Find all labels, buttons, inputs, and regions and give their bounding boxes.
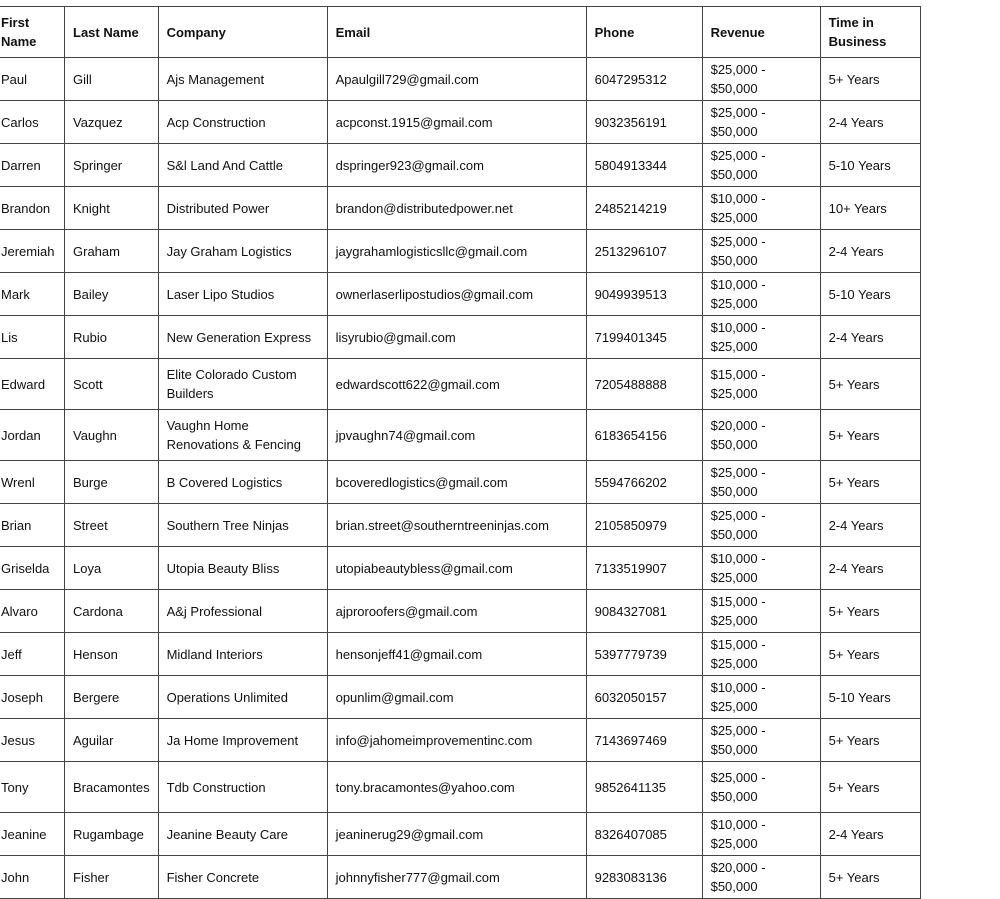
first-name-cell: Mark	[0, 273, 65, 316]
header-email: Email	[327, 7, 586, 58]
table-row	[0, 273, 920, 316]
phone-cell: 9049939513	[586, 273, 702, 316]
last-name-cell: Rugambage	[65, 813, 159, 856]
first-name-cell: Tony	[0, 762, 65, 813]
header-last-name: Last Name	[65, 7, 159, 58]
email-cell: edwardscott622@gmail.com	[327, 359, 586, 410]
first-name-cell: Joseph	[0, 676, 65, 719]
phone-cell: 9084327081	[586, 590, 702, 633]
company-cell: Laser Lipo Studios	[158, 273, 327, 316]
revenue-cell: $15,000 - $25,000	[702, 359, 820, 410]
first-name-cell: Wrenl	[0, 461, 65, 504]
last-name-cell: Bracamontes	[65, 762, 159, 813]
email-cell: bcoveredlogistics@gmail.com	[327, 461, 586, 504]
email-cell: info@jahomeimprovementinc.com	[327, 719, 586, 762]
phone-cell: 2105850979	[586, 504, 702, 547]
table-row	[0, 676, 920, 719]
revenue-cell: $20,000 - $50,000	[702, 856, 820, 899]
first-name-cell: Jeanine	[0, 813, 65, 856]
last-name-cell: Henson	[65, 633, 159, 676]
company-cell: Fisher Concrete	[158, 856, 327, 899]
company-cell: Elite Colorado Custom Builders	[158, 359, 327, 410]
table-body	[0, 58, 920, 899]
first-name-cell: Brandon	[0, 187, 65, 230]
email-cell: johnnyfisher777@gmail.com	[327, 856, 586, 899]
email-cell: jpvaughn74@gmail.com	[327, 410, 586, 461]
last-name-cell: Cardona	[65, 590, 159, 633]
revenue-cell: $25,000 - $50,000	[702, 461, 820, 504]
header-first-name: First Name	[0, 7, 65, 58]
last-name-cell: Knight	[65, 187, 159, 230]
time-in-business-cell: 5+ Years	[820, 719, 920, 762]
first-name-cell: Carlos	[0, 101, 65, 144]
email-cell: jaygrahamlogisticsllc@gmail.com	[327, 230, 586, 273]
time-in-business-cell: 10+ Years	[820, 187, 920, 230]
last-name-cell: Rubio	[65, 316, 159, 359]
revenue-cell: $10,000 - $25,000	[702, 187, 820, 230]
phone-cell: 6032050157	[586, 676, 702, 719]
phone-cell: 9852641135	[586, 762, 702, 813]
company-cell: Ajs Management	[158, 58, 327, 101]
email-cell: lisyrubio@gmail.com	[327, 316, 586, 359]
company-cell: B Covered Logistics	[158, 461, 327, 504]
company-cell: S&l Land And Cattle	[158, 144, 327, 187]
table-row	[0, 187, 920, 230]
time-in-business-cell: 2-4 Years	[820, 316, 920, 359]
phone-cell: 5594766202	[586, 461, 702, 504]
email-cell: brandon@distributedpower.net	[327, 187, 586, 230]
revenue-cell: $25,000 - $50,000	[702, 504, 820, 547]
first-name-cell: Edward	[0, 359, 65, 410]
company-cell: A&j Professional	[158, 590, 327, 633]
table-row	[0, 590, 920, 633]
last-name-cell: Gill	[65, 58, 159, 101]
header-company: Company	[158, 7, 327, 58]
last-name-cell: Vaughn	[65, 410, 159, 461]
last-name-cell: Vazquez	[65, 101, 159, 144]
company-cell: Acp Construction	[158, 101, 327, 144]
table-row	[0, 58, 920, 101]
revenue-cell: $10,000 - $25,000	[702, 676, 820, 719]
table-row	[0, 101, 920, 144]
revenue-cell: $10,000 - $25,000	[702, 547, 820, 590]
header-revenue: Revenue	[702, 7, 820, 58]
phone-cell: 2485214219	[586, 187, 702, 230]
table-row	[0, 316, 920, 359]
first-name-cell: Jesus	[0, 719, 65, 762]
time-in-business-cell: 2-4 Years	[820, 813, 920, 856]
first-name-cell: Jeremiah	[0, 230, 65, 273]
table-row	[0, 144, 920, 187]
company-cell: Utopia Beauty Bliss	[158, 547, 327, 590]
phone-cell: 7133519907	[586, 547, 702, 590]
table-row	[0, 719, 920, 762]
time-in-business-cell: 5+ Years	[820, 590, 920, 633]
revenue-cell: $25,000 - $50,000	[702, 230, 820, 273]
email-cell: Apaulgill729@gmail.com	[327, 58, 586, 101]
last-name-cell: Aguilar	[65, 719, 159, 762]
table-row	[0, 230, 920, 273]
table-row	[0, 547, 920, 590]
email-cell: utopiabeautybless@gmail.com	[327, 547, 586, 590]
table-row	[0, 813, 920, 856]
company-cell: Vaughn Home Renovations & Fencing	[158, 410, 327, 461]
revenue-cell: $10,000 - $25,000	[702, 316, 820, 359]
revenue-cell: $25,000 - $50,000	[702, 101, 820, 144]
revenue-cell: $25,000 - $50,000	[702, 144, 820, 187]
company-cell: Operations Unlimited	[158, 676, 327, 719]
company-cell: Midland Interiors	[158, 633, 327, 676]
time-in-business-cell: 5-10 Years	[820, 676, 920, 719]
last-name-cell: Graham	[65, 230, 159, 273]
time-in-business-cell: 5+ Years	[820, 856, 920, 899]
phone-cell: 6183654156	[586, 410, 702, 461]
first-name-cell: Brian	[0, 504, 65, 547]
email-cell: brian.street@southerntreeninjas.com	[327, 504, 586, 547]
last-name-cell: Springer	[65, 144, 159, 187]
time-in-business-cell: 5+ Years	[820, 633, 920, 676]
time-in-business-cell: 5-10 Years	[820, 144, 920, 187]
phone-cell: 9032356191	[586, 101, 702, 144]
email-cell: ajproroofers@gmail.com	[327, 590, 586, 633]
revenue-cell: $10,000 - $25,000	[702, 273, 820, 316]
time-in-business-cell: 5+ Years	[820, 461, 920, 504]
phone-cell: 2513296107	[586, 230, 702, 273]
first-name-cell: Griselda	[0, 547, 65, 590]
table-row	[0, 633, 920, 676]
time-in-business-cell: 2-4 Years	[820, 101, 920, 144]
last-name-cell: Bailey	[65, 273, 159, 316]
revenue-cell: $15,000 - $25,000	[702, 590, 820, 633]
first-name-cell: Jeff	[0, 633, 65, 676]
email-cell: tony.bracamontes@yahoo.com	[327, 762, 586, 813]
phone-cell: 9283083136	[586, 856, 702, 899]
revenue-cell: $20,000 - $50,000	[702, 410, 820, 461]
company-cell: Tdb Construction	[158, 762, 327, 813]
phone-cell: 7143697469	[586, 719, 702, 762]
time-in-business-cell: 5+ Years	[820, 410, 920, 461]
time-in-business-cell: 5-10 Years	[820, 273, 920, 316]
last-name-cell: Loya	[65, 547, 159, 590]
company-cell: Jeanine Beauty Care	[158, 813, 327, 856]
revenue-cell: $25,000 - $50,000	[702, 719, 820, 762]
email-cell: hensonjeff41@gmail.com	[327, 633, 586, 676]
company-cell: Distributed Power	[158, 187, 327, 230]
first-name-cell: Alvaro	[0, 590, 65, 633]
company-cell: Ja Home Improvement	[158, 719, 327, 762]
time-in-business-cell: 5+ Years	[820, 58, 920, 101]
last-name-cell: Burge	[65, 461, 159, 504]
table-row	[0, 856, 920, 899]
phone-cell: 7199401345	[586, 316, 702, 359]
time-in-business-cell: 2-4 Years	[820, 230, 920, 273]
time-in-business-cell: 5+ Years	[820, 359, 920, 410]
email-cell: ownerlaserlipostudios@gmail.com	[327, 273, 586, 316]
revenue-cell: $15,000 - $25,000	[702, 633, 820, 676]
email-cell: acpconst.1915@gmail.com	[327, 101, 586, 144]
table-row	[0, 762, 920, 813]
time-in-business-cell: 2-4 Years	[820, 547, 920, 590]
last-name-cell: Bergere	[65, 676, 159, 719]
table-row	[0, 461, 920, 504]
header-time-in-business: Time in Business	[820, 7, 920, 58]
time-in-business-cell: 5+ Years	[820, 762, 920, 813]
revenue-cell: $25,000 - $50,000	[702, 762, 820, 813]
phone-cell: 7205488888	[586, 359, 702, 410]
first-name-cell: Darren	[0, 144, 65, 187]
company-cell: Jay Graham Logistics	[158, 230, 327, 273]
phone-cell: 8326407085	[586, 813, 702, 856]
header-phone: Phone	[586, 7, 702, 58]
contacts-table	[0, 6, 921, 899]
last-name-cell: Scott	[65, 359, 159, 410]
phone-cell: 6047295312	[586, 58, 702, 101]
first-name-cell: Lis	[0, 316, 65, 359]
email-cell: opunlim@gmail.com	[327, 676, 586, 719]
phone-cell: 5397779739	[586, 633, 702, 676]
email-cell: jeaninerug29@gmail.com	[327, 813, 586, 856]
table-row	[0, 504, 920, 547]
first-name-cell: John	[0, 856, 65, 899]
table-header	[0, 7, 920, 58]
first-name-cell: Jordan	[0, 410, 65, 461]
header-row	[0, 7, 920, 58]
revenue-cell: $25,000 - $50,000	[702, 58, 820, 101]
company-cell: Southern Tree Ninjas	[158, 504, 327, 547]
table-row	[0, 410, 920, 461]
email-cell: dspringer923@gmail.com	[327, 144, 586, 187]
company-cell: New Generation Express	[158, 316, 327, 359]
revenue-cell: $10,000 - $25,000	[702, 813, 820, 856]
table-row	[0, 359, 920, 410]
first-name-cell: Paul	[0, 58, 65, 101]
time-in-business-cell: 2-4 Years	[820, 504, 920, 547]
phone-cell: 5804913344	[586, 144, 702, 187]
last-name-cell: Street	[65, 504, 159, 547]
last-name-cell: Fisher	[65, 856, 159, 899]
